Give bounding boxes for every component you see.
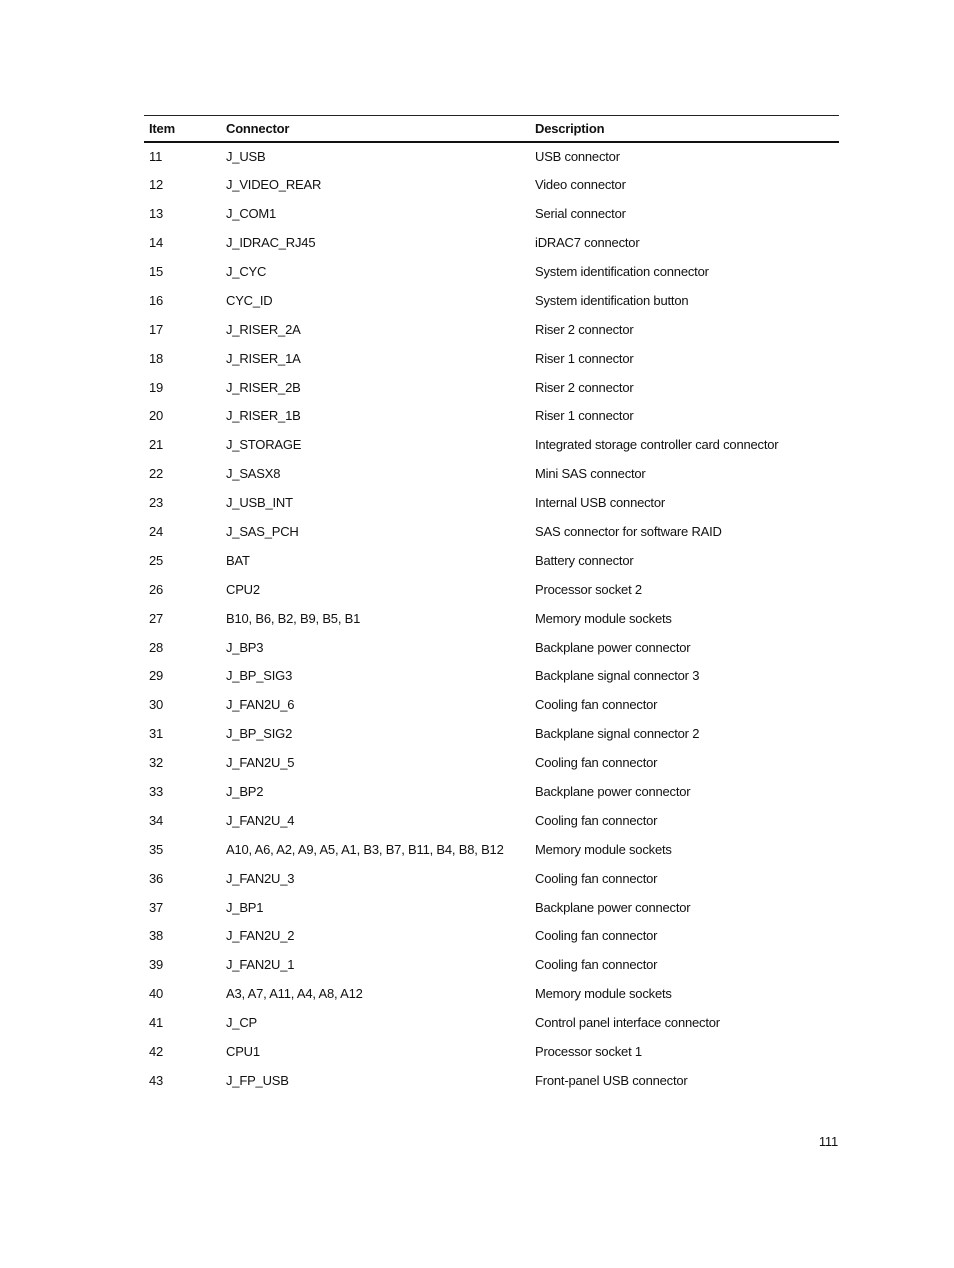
cell-description: Cooling fan connector — [535, 870, 658, 886]
table-row — [144, 170, 839, 199]
cell-item: 22 — [149, 466, 164, 482]
cell-item: 25 — [149, 552, 164, 568]
cell-description: Riser 2 connector — [535, 379, 634, 395]
cell-description: System identification connector — [535, 264, 709, 279]
cell-connector: A10, A6, A2, A9, A5, A1, B3, B7, B11, B4, B8, B12 — [226, 841, 504, 857]
cell-description: Memory module sockets — [535, 841, 672, 857]
table-row — [144, 719, 839, 748]
cell-description: Cooling fan connector — [535, 755, 658, 771]
cell-connector: J_VIDEO_REAR — [226, 177, 322, 193]
cell-description: Backplane power connector — [535, 784, 691, 800]
cell-item: 12 — [149, 177, 164, 193]
table-body — [144, 142, 839, 1095]
cell-description: Cooling fan connector — [535, 957, 658, 973]
table-row — [144, 1008, 839, 1037]
cell-item: 20 — [149, 408, 164, 424]
table-row — [144, 373, 839, 402]
table-row — [144, 777, 839, 806]
cell-description: Processor socket 1 — [535, 1044, 642, 1060]
cell-description: Riser 1 connector — [535, 408, 634, 424]
cell-connector: J_STORAGE — [226, 437, 302, 453]
header-row — [144, 116, 839, 142]
cell-item: 42 — [149, 1044, 164, 1060]
table-row — [144, 604, 839, 633]
cell-connector: J_COM1 — [226, 206, 277, 222]
cell-description: Integrated storage controller card connector — [535, 437, 779, 453]
cell-item: 34 — [149, 812, 164, 828]
cell-item: 29 — [149, 668, 164, 684]
cell-description: Cooling fan connector — [535, 928, 658, 944]
table-row — [144, 748, 839, 777]
cell-connector: CPU1 — [226, 1044, 260, 1060]
cell-item: 17 — [149, 321, 164, 337]
cell-connector: J_BP2 — [226, 784, 264, 800]
table-row — [144, 662, 839, 691]
cell-item: 37 — [149, 899, 164, 915]
header-description: Description — [530, 116, 839, 142]
cell-description: Backplane signal connector 3 — [535, 668, 700, 684]
cell-item: 30 — [149, 697, 164, 713]
table-row — [144, 199, 839, 228]
cell-item: 40 — [149, 986, 164, 1002]
cell-connector: J_FAN2U_4 — [226, 812, 295, 828]
table-row — [144, 835, 839, 864]
cell-item: 11 — [149, 149, 163, 165]
cell-connector: J_SAS_PCH — [226, 524, 299, 540]
cell-description: System identification button — [535, 292, 689, 308]
table-row — [144, 864, 839, 893]
cell-description: Cooling fan connector — [535, 697, 658, 713]
cell-item: 36 — [149, 870, 164, 886]
header-connector: Connector — [221, 116, 530, 142]
table-row — [144, 1066, 839, 1095]
cell-description: Control panel interface connector — [535, 1015, 720, 1031]
cell-description: Backplane signal connector 2 — [535, 726, 700, 742]
table-row — [144, 459, 839, 488]
cell-item: 28 — [149, 639, 164, 655]
cell-item: 23 — [149, 495, 164, 511]
cell-description: Cooling fan connector — [535, 812, 658, 828]
cell-connector: A3, A7, A11, A4, A8, A12 — [226, 986, 363, 1002]
cell-connector: J_USB_INT — [226, 495, 293, 511]
cell-item: 38 — [149, 928, 164, 944]
cell-connector: J_SASX8 — [226, 466, 281, 482]
table-row — [144, 430, 839, 459]
cell-item: 27 — [149, 610, 164, 626]
table-row — [144, 979, 839, 1008]
cell-connector: J_IDRAC_RJ45 — [226, 235, 316, 251]
table-row — [144, 488, 839, 517]
cell-connector: J_FP_USB — [226, 1072, 289, 1088]
cell-connector: J_BP_SIG3 — [226, 668, 293, 684]
cell-connector: J_FAN2U_5 — [226, 755, 295, 771]
cell-item: 31 — [149, 726, 164, 742]
cell-connector: J_RISER_1B — [226, 408, 301, 424]
cell-description: Backplane power connector — [535, 899, 691, 915]
cell-connector: J_FAN2U_1 — [226, 957, 295, 973]
cell-connector: J_CP — [226, 1015, 257, 1031]
cell-item: 35 — [149, 841, 164, 857]
cell-description: Battery connector — [535, 552, 634, 568]
table-row — [144, 893, 839, 922]
cell-item: 14 — [149, 235, 164, 251]
table-row — [144, 228, 839, 257]
cell-connector: CPU2 — [226, 581, 260, 597]
cell-item: 32 — [149, 755, 164, 771]
table-row — [144, 1037, 839, 1066]
table-row — [144, 922, 839, 951]
cell-connector: J_USB — [226, 149, 266, 165]
cell-connector: BAT — [226, 552, 250, 568]
cell-connector: J_RISER_2A — [226, 321, 301, 337]
cell-connector: J_FAN2U_2 — [226, 928, 295, 944]
cell-description: Memory module sockets — [535, 610, 672, 626]
cell-item: 33 — [149, 784, 164, 800]
cell-connector: B10, B6, B2, B9, B5, B1 — [226, 610, 361, 626]
cell-item: 18 — [149, 350, 164, 366]
cell-connector: J_BP1 — [226, 899, 264, 915]
table-row — [144, 950, 839, 979]
cell-item: 24 — [149, 524, 164, 540]
cell-item: 21 — [149, 437, 164, 453]
cell-connector: J_RISER_2B — [226, 379, 301, 395]
cell-description: SAS connector for software RAID — [535, 524, 722, 540]
table-row — [144, 286, 839, 315]
table-row — [144, 344, 839, 373]
cell-connector: J_BP_SIG2 — [226, 726, 293, 742]
cell-item: 16 — [149, 292, 164, 308]
cell-description: Serial connector — [535, 206, 626, 222]
cell-item: 19 — [149, 379, 164, 395]
table-row — [144, 690, 839, 719]
table-row — [144, 257, 839, 286]
cell-item: 39 — [149, 957, 164, 973]
header-item: Item — [144, 116, 221, 142]
cell-connector: J_FAN2U_6 — [226, 697, 295, 713]
cell-description: Memory module sockets — [535, 986, 672, 1002]
cell-item: 43 — [149, 1072, 164, 1088]
cell-connector: J_BP3 — [226, 639, 264, 655]
table-row — [144, 806, 839, 835]
cell-description: Riser 2 connector — [535, 321, 634, 337]
table-row — [144, 633, 839, 662]
table-row — [144, 402, 839, 431]
cell-connector: J_RISER_1A — [226, 350, 301, 366]
cell-item: 13 — [149, 206, 164, 222]
table-header — [144, 116, 839, 142]
cell-connector: CYC_ID — [226, 292, 273, 308]
table-row — [144, 546, 839, 575]
connector-table — [144, 115, 839, 1095]
table-row — [144, 315, 839, 344]
cell-connector: J_CYC — [226, 264, 267, 279]
cell-description: Mini SAS connector — [535, 466, 646, 482]
cell-description: Processor socket 2 — [535, 581, 642, 597]
cell-connector: J_FAN2U_3 — [226, 870, 295, 886]
table-row — [144, 517, 839, 546]
page-number: 111 — [818, 1134, 838, 1149]
cell-description: Riser 1 connector — [535, 350, 634, 366]
cell-description: Front-panel USB connector — [535, 1072, 688, 1088]
cell-description: Backplane power connector — [535, 639, 691, 655]
cell-description: USB connector — [535, 149, 620, 165]
cell-description: Internal USB connector — [535, 495, 666, 511]
cell-description: Video connector — [535, 177, 626, 193]
table-row — [144, 142, 839, 171]
cell-description: iDRAC7 connector — [535, 235, 640, 251]
table-row — [144, 575, 839, 604]
cell-item: 26 — [149, 581, 164, 597]
cell-item: 41 — [149, 1015, 164, 1031]
cell-item: 15 — [149, 264, 164, 279]
